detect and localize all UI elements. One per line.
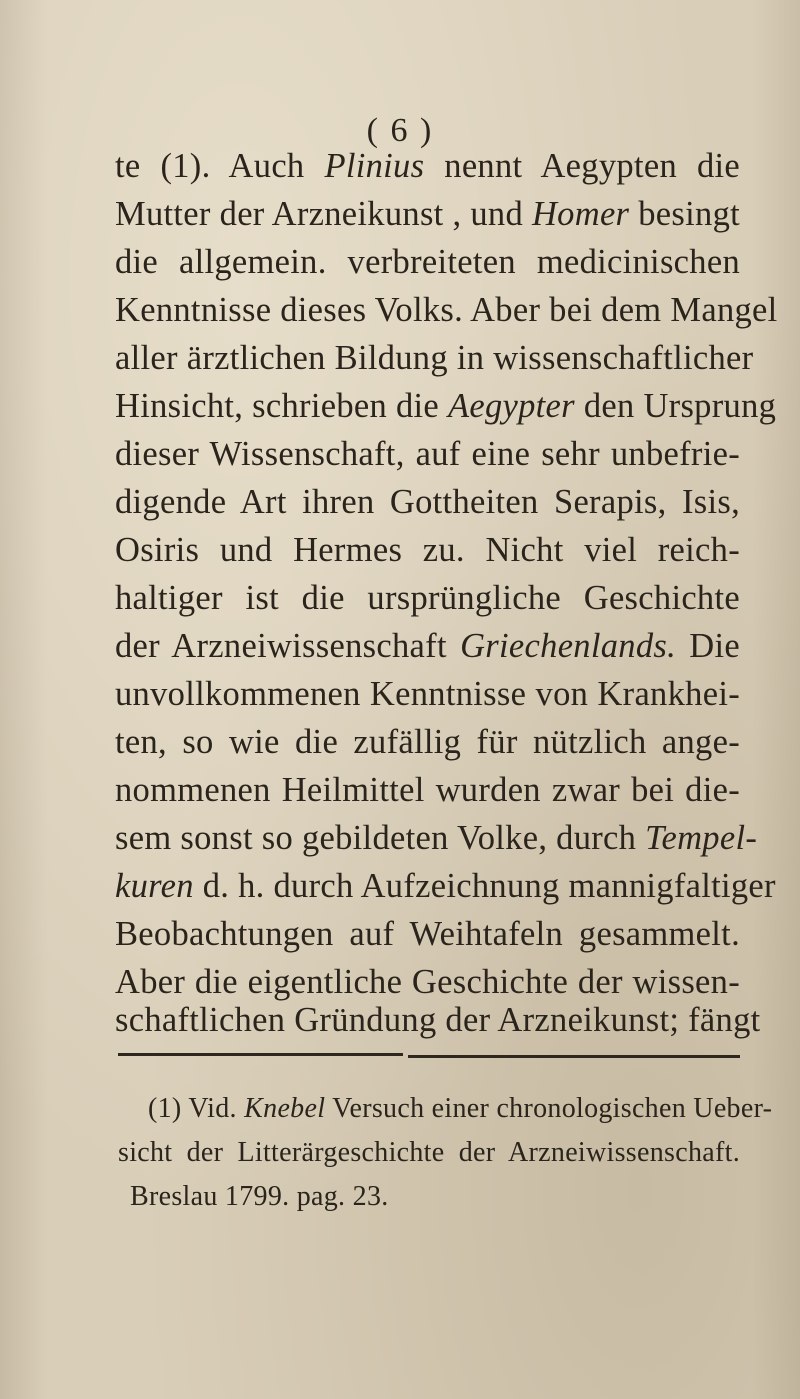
text-line-18: Aber die eigentliche Geschichte der wissen-: [115, 963, 740, 1001]
text-line-12: unvollkommenen Kenntnisse von Krankhei-: [115, 675, 740, 713]
page-number: ( 6 ): [366, 112, 434, 149]
text-line-4: Kenntnisse dieses Volks. Aber bei dem Mangel: [115, 291, 778, 329]
text-line-5: aller ärztlichen Bildung in wissenschaftlicher: [115, 339, 754, 377]
text-line-19: schaftlichen Gründung der Arzneikunst; fängt: [115, 1001, 761, 1039]
text-line-1: te (1). Auch Plinius nennt Aegypten die: [115, 147, 740, 185]
footnote-line-1: (1) Vid. Knebel Versuch einer chronologischen Ueber-: [148, 1093, 773, 1124]
footnote-divider-right: [408, 1055, 740, 1058]
text-line-6: Hinsicht, schrieben die Aegypter den Ursprung: [115, 387, 777, 425]
footnote-line-2: sicht der Litterärgeschichte der Arzneiwissenschaft.: [118, 1137, 740, 1168]
text-line-11: der Arzneiwissenschaft Griechenlands. Die: [115, 627, 741, 665]
text-line-13: ten, so wie die zufällig für nützlich ange-: [115, 723, 740, 761]
text-line-16: kuren d. h. durch Aufzeichnung mannigfaltiger: [115, 867, 776, 905]
text-line-17: Beobachtungen auf Weihtafeln gesammelt.: [115, 915, 740, 953]
text-line-10: haltiger ist die ursprüngliche Geschichte: [115, 579, 740, 617]
text-line-9: Osiris und Hermes zu. Nicht viel reich-: [115, 531, 740, 569]
text-line-8: digende Art ihren Gottheiten Serapis, Isis,: [115, 483, 740, 521]
footnote-divider-left: [118, 1053, 403, 1056]
text-line-2: Mutter der Arzneikunst , und Homer besingt: [115, 195, 740, 233]
text-line-3: die allgemein. verbreiteten medicinischen: [115, 243, 740, 281]
text-line-15: sem sonst so gebildeten Volke, durch Tempel-: [115, 819, 758, 857]
text-line-14: nommenen Heilmittel wurden zwar bei die-: [115, 771, 740, 809]
footnote-line-3: Breslau 1799. pag. 23.: [130, 1181, 389, 1212]
text-line-7: dieser Wissenschaft, auf eine sehr unbefrie-: [115, 435, 740, 473]
